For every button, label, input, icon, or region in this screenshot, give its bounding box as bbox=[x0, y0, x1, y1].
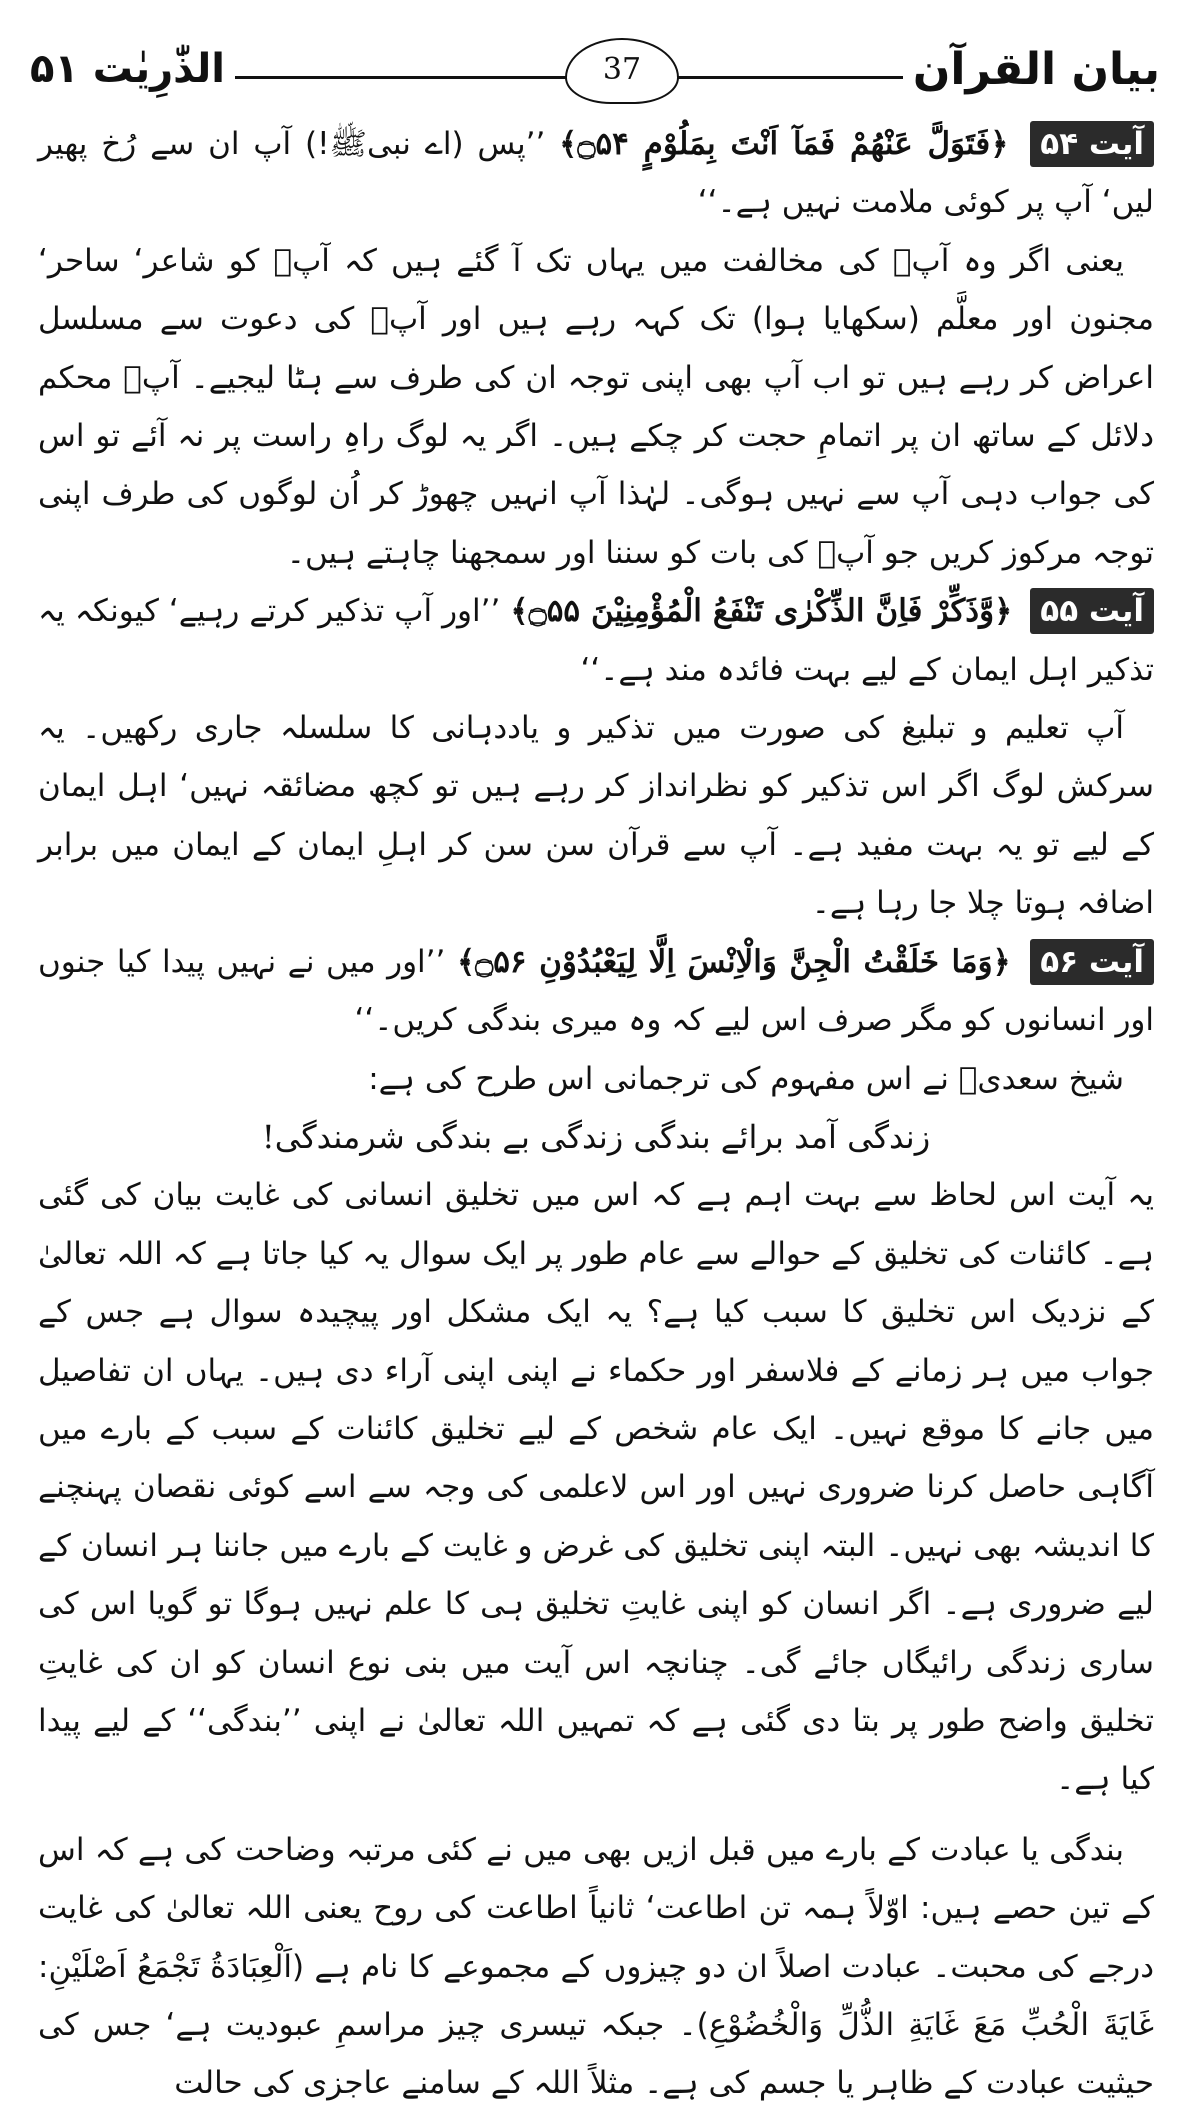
ayah-56-label: آیت ۵۶ bbox=[1030, 939, 1154, 985]
ayah-54-translation: ’’پس (اے نبیﷺ!) آپ ان سے رُخ پھیر لیں‘ آپ پر کوئی ملامت نہیں ہے۔‘‘ bbox=[38, 126, 1154, 221]
ayah-55-commentary: آپ تعلیم و تبلیغ کی صورت میں تذکیر و یاددہانی کا سلسلہ جاری رکھیں۔ یہ سرکش لوگ اگر اس تذکیر کو نظرانداز کر رہے ہیں تو کچھ مضائقہ نہیں‘ اہل ایمان کے لیے تو یہ بہت مفید ہے۔ آپ سے قرآن سن سن کر اہلِ ایمان کے ایمان میں برابر اضافہ ہوتا چلا جا رہا ہے۔ bbox=[38, 710, 1154, 922]
ayah-55-arabic: ﴿وَّذَكِّرْ فَاِنَّ الذِّكْرٰى تَنْفَعُ الْمُؤْمِنِيْنَ ۝۵۵﴾ bbox=[510, 593, 1013, 630]
running-header bbox=[30, 38, 1160, 108]
ayah-56-commentary-1: یہ آیت اس لحاظ سے بہت اہم ہے کہ اس میں تخلیق انسانی کی غایت بیان کی گئی ہے۔ کائنات کی تخلیق کے حوالے سے عام طور پر ایک سوال یہ کیا جاتا ہے کہ اللہ تعالیٰ کے نزدیک اس تخلیق کا سبب کیا ہے؟ یہ ایک مشکل اور پیچیدہ سوال ہے جس کے جواب میں ہر زمانے کے فلاسفر اور حکماء نے اپنی اپنی آراء دی ہیں۔ یہاں ان تفاصیل میں جانے کا موقع نہیں۔ ایک عام شخص کے لیے تخلیق کائنات کے سبب کے بارے میں آگاہی حاصل کرنا ضروری نہیں اور اس لاعلمی کی وجہ سے اسے کوئی نقصان پہنچنے کا اندیشہ بھی نہیں۔ البتہ اپنی تخلیق کی غرض و غایت کے بارے میں جاننا ہر انسان کے لیے ضروری ہے۔ اگر انسان کو اپنی غایتِ تخلیق ہی کا علم نہیں ہوگا تو گویا اس کی ساری زندگی رائیگاں جائے گی۔ چنانچہ اس آیت میں بنی نوع انسان کو ان کی غایتِ تخلیق واضح طور پر بتا دی گئی ہے کہ تمہیں اللہ تعالیٰ نے اپنی ’’بندگی‘‘ کے لیے پیدا کیا ہے۔ bbox=[38, 1177, 1154, 1798]
ayah-56-translation: ’’اور میں نے نہیں پیدا کیا جنوں اور انسانوں کو مگر صرف اس لیے کہ وہ میری بندگی کریں۔‘‘ bbox=[38, 943, 1154, 1039]
paragraph-gap bbox=[38, 1809, 1154, 1821]
ayah-54-commentary: یعنی اگر وہ آپؐ کی مخالفت میں یہاں تک آ گئے ہیں کہ آپؐ کو شاعر‘ ساحر‘ مجنون اور معلَّم (سکھایا ہوا) تک کہہ رہے ہیں اور آپؐ کی دعوت سے مسلسل اعراض کر رہے ہیں تو اب آپ بھی اپنی توجہ ان کی طرف سے ہٹا لیجیے۔ آپؐ محکم دلائل کے ساتھ ان پر اتمامِ حجت کر چکے ہیں۔ اگر یہ لوگ راہِ راست پر نہ آئے تو اس کی جواب دہی آپ سے نہیں ہوگی۔ لہٰذا آپ انہیں چھوڑ کر اُن لوگوں کی طرف اپنی توجہ مرکوز کریں جو آپؐ کی بات کو سننا اور سمجھنا چاہتے ہیں۔ bbox=[38, 242, 1154, 571]
ayah-56-commentary-2: بندگی یا عبادت کے بارے میں قبل ازیں بھی میں نے کئی مرتبہ وضاحت کی ہے کہ اس کے تین حصے ہیں: اوّلاً ہمہ تن اطاعت‘ ثانیاً اطاعت کی روح یعنی اللہ تعالیٰ کی غایت درجے کی محبت۔ عبادت اصلاً ان دو چیزوں کے مجموعے کا نام ہے (اَلْعِبَادَةُ تَجْمَعُ اَصْلَيْنِ: غَايَةَ الْحُبِّ مَعَ غَايَةِ الذُّلِّ وَالْخُضُوْعِ)۔ جبکہ تیسری چیز مراسمِ عبودیت ہے‘ جس کی حیثیت عبادت کے ظاہر یا جسم کی ہے۔ مثلاً اللہ کے سامنے عاجزی کی حالت bbox=[38, 1831, 1154, 2102]
ayah-54-block bbox=[38, 115, 1154, 232]
ayah-54-label: آیت ۵۴ bbox=[1030, 121, 1154, 167]
ayah-55-translation: ’’اور آپ تذکیر کرتے رہیے‘ کیونکہ یہ تذکیر اہل ایمان کے لیے بہت فائدہ مند ہے۔‘‘ bbox=[38, 593, 1154, 688]
surah-title: الذّٰرِیٰت ۵۱ bbox=[30, 46, 235, 92]
ayah-56-block bbox=[38, 933, 1154, 1050]
ayah-56-arabic: ﴿وَمَا خَلَقْتُ الْجِنَّ وَالْاِنْسَ اِلَّا لِيَعْبُدُوْنِ ۝۵۶﴾ bbox=[456, 943, 1011, 980]
page-number: 37 bbox=[565, 38, 679, 104]
ayah-56-intro: شیخ سعدیؒ نے اس مفہوم کی ترجمانی اس طرح کی ہے: bbox=[368, 1060, 1124, 1097]
book-title: بیان القرآن bbox=[903, 44, 1160, 95]
ayah-54-arabic: ﴿فَتَوَلَّ عَنْهُمْ فَمَآ اَنْتَ بِمَلُوْمٍ ۝۵۴﴾ bbox=[559, 126, 1009, 162]
ayah-55-label: آیت ۵۵ bbox=[1030, 588, 1154, 634]
ayah-55-block bbox=[38, 582, 1154, 699]
page-body bbox=[38, 115, 1154, 2113]
persian-couplet: زندگی آمد برائے بندگی زندگی بے بندگی شرمندگی! bbox=[261, 1117, 931, 1156]
